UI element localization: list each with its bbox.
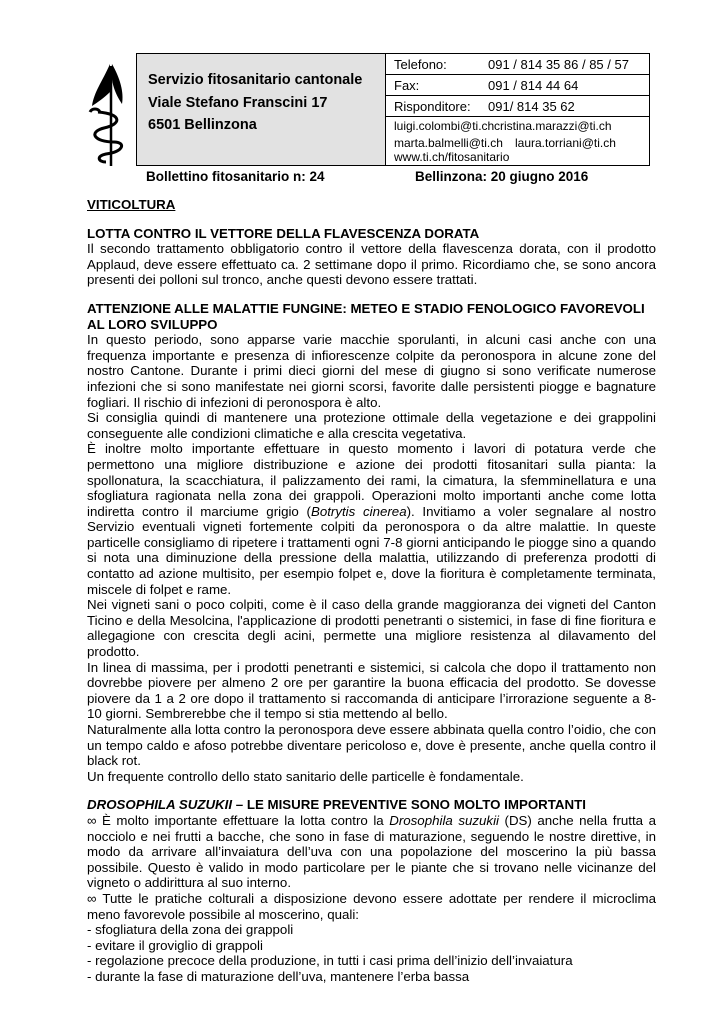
bulletin-number: Bollettino fitosanitario n: 24 xyxy=(146,169,325,184)
bulletin-info xyxy=(146,169,646,184)
bullet-paragraph xyxy=(87,813,656,891)
responder-label: Risponditore: xyxy=(394,99,471,114)
email-link[interactable]: luigi.colombi@ti.ch xyxy=(394,119,495,133)
fax-label: Fax: xyxy=(394,78,420,93)
text-run: (DS) anche nella frutta a nocciolo e nei frutti a bacche, che sono in fase di maturazione, seguendo le nostre direttive, in modo da arrivare all’invaiatura dell’uva con una popolazione del moscerino la più bassa possibile. Questo è valido in modo particolare per le piante che si trovano nelle vicinanze del vigneto o addirittura al suo interno. xyxy=(87,812,656,891)
phone-label: Telefono: xyxy=(394,57,447,72)
phone-row xyxy=(394,57,629,72)
fax-row xyxy=(394,78,578,93)
species-name: Botrytis cinerea xyxy=(310,503,407,519)
paragraph: In linea di massima, per i prodotti penetranti e sistemici, si calcola che dopo il trattamento non dovrebbe piovere per almeno 2 ore per garantire la buona efficacia del prodotto. Se dovesse piovere da 1 a 2 ore dopo il trattamento si raccomanda di anticipare l’irrorazione seguente a 8-10 giorni. Sembrerebbe che il tempo si stia mettendo al bello. xyxy=(87,659,656,722)
text-run: Tutte le pratiche colturali a disposizione devono essere adottate per rendere il microclima meno favorevole possibile al moscerino, quali: xyxy=(87,890,656,922)
fax-value: 091 / 814 44 64 xyxy=(488,78,579,93)
email-link[interactable]: marta.balmelli@ti.ch xyxy=(394,136,503,150)
species-name: DROSOPHILA SUZUKII xyxy=(87,797,233,813)
responder-value: 091/ 814 35 62 xyxy=(488,99,575,114)
infinity-bullet-icon: ∞ xyxy=(87,812,97,828)
species-name: Drosophila suzukii xyxy=(389,812,499,828)
bullet-paragraph xyxy=(87,891,656,922)
document-body xyxy=(87,197,656,985)
section-title: LOTTA CONTRO IL VETTORE DELLA FLAVESCENZA DORATA xyxy=(87,225,480,241)
phone-value: 091 / 814 35 86 / 85 / 57 xyxy=(488,57,629,72)
email-link[interactable]: cristina.marazzi@ti.ch xyxy=(494,119,612,133)
org-address: Viale Stefano Franscini 17 xyxy=(148,95,328,111)
paragraph: In questo periodo, sono apparse varie macchie sporulanti, in alcuni casi anche con una frequenza importante e presenza di infiorescenze colpite da peronospora in alcune zone del nostro Cantone. Durante i primi dieci giorni del mese di giugno si sono verificate numerose infezioni che si sono manifestate nei giorni scorsi, favorite dalle persistenti piogge e bagnature fogliari. Il rischio di infezioni di peronospora è alto. xyxy=(87,332,656,410)
emails-row-1 xyxy=(394,119,612,133)
section-malattie-fungine xyxy=(87,301,656,784)
organization-block xyxy=(137,54,386,165)
list-item: - regolazione precoce della produzione, in tutti i casi prima dell’inizio dell’invaiatura xyxy=(87,953,573,969)
org-name: Servizio fitosanitario cantonale xyxy=(148,72,363,88)
section-drosophila xyxy=(87,797,656,984)
text-run: È molto importante effettuare la lotta contro la xyxy=(96,812,390,828)
section-title: ATTENZIONE ALLE MALATTIE FUNGINE: METEO E STADIO FENOLOGICO FAVOREVOLI AL LORO SVILUPPO xyxy=(87,300,645,332)
section-flavescenza xyxy=(87,226,656,288)
section-label: VITICOLTURA xyxy=(87,197,176,212)
text-run: ). Invitiamo a voler segnalare al nostro Servizio eventuali vigneti fortemente colpiti da peronospora o da altre malattie. In queste particelle consigliamo di ripetere i trattamenti ogni 7-8 giorni anticipando le piogge sino a quando si nota una diminuzione della pressione della malattia, utilizzando di preferenza prodotti di contatto ad azione multisito, per esempio folpet e, dove la fioritura è completamente terminata, miscele di folpet e rame. xyxy=(87,503,656,597)
paragraph: Un frequente controllo dello stato sanitario delle particelle è fondamentale. xyxy=(87,768,524,784)
paragraph: Naturalmente alla lotta contro la peronospora deve essere abbinata quella contro l’oidio, che con un tempo caldo e afoso potrebbe diventare pericoloso e, dove è presente, anche quella contro il black rot. xyxy=(87,722,656,769)
paragraph: Nei vigneti sani o poco colpiti, come è il caso della grande maggioranza dei vigneti del Canton Ticino e della Mesolcina, l'applicazione di prodotti penetranti o sistemici, in fase di fine fioritura e allegagione con crescita degli acini, permette una migliore resistenza al dilavamento del prodotto. xyxy=(87,597,656,660)
bulletin-date: Bellinzona: 20 giugno 2016 xyxy=(415,169,589,184)
list-item: - evitare il groviglio di grappoli xyxy=(87,937,263,953)
list-item: - durante la fase di maturazione dell’uva, mantenere l’erba bassa xyxy=(87,968,470,984)
list-item: - sfogliatura della zona dei grappoli xyxy=(87,922,294,938)
caduceus-logo-icon xyxy=(84,62,128,170)
paragraph: Il secondo trattamento obbligatorio contro il vettore della flavescenza dorata, con il prodotto Applaud, deve essere effettuato ca. 2 settimane dopo il primo. Ricordiamo che, se sono ancora presenti dei polloni sul tronco, anche questi devono essere trattati. xyxy=(87,241,656,288)
responder-row xyxy=(394,99,575,114)
text-run: – LE MISURE PREVENTIVE SONO MOLTO IMPORTANTI xyxy=(232,797,586,813)
header-box xyxy=(136,53,650,166)
infinity-bullet-icon: ∞ xyxy=(87,890,97,906)
text-run: È inoltre molto importante effettuare in questo momento i lavori di potatura verde che permettono una migliore distribuzione e azione dei prodotti fitosanitari sulla pianta: la spollonatura, la scacchiatura, il palizzamento dei rami, la cimatura, la sfemminellatura e una sfogliatura ragionata nella zona dei grappoli. Operazioni molto importanti anche come lotta indiretta contro il marciume grigio ( xyxy=(87,441,656,519)
emails-row-2 xyxy=(394,136,616,150)
contact-block xyxy=(386,54,649,165)
email-link[interactable]: laura.torriani@ti.ch xyxy=(515,136,616,150)
paragraph xyxy=(87,441,656,597)
paragraph: Si consiglia quindi di mantenere una protezione ottimale della vegetazione e dei grappolini conseguente alle condizioni climatiche e alla crescita vegetativa. xyxy=(87,410,656,441)
section-title xyxy=(87,797,656,813)
org-city: 6501 Bellinzona xyxy=(148,117,257,133)
website-link[interactable]: www.ti.ch/fitosanitario xyxy=(394,150,510,164)
